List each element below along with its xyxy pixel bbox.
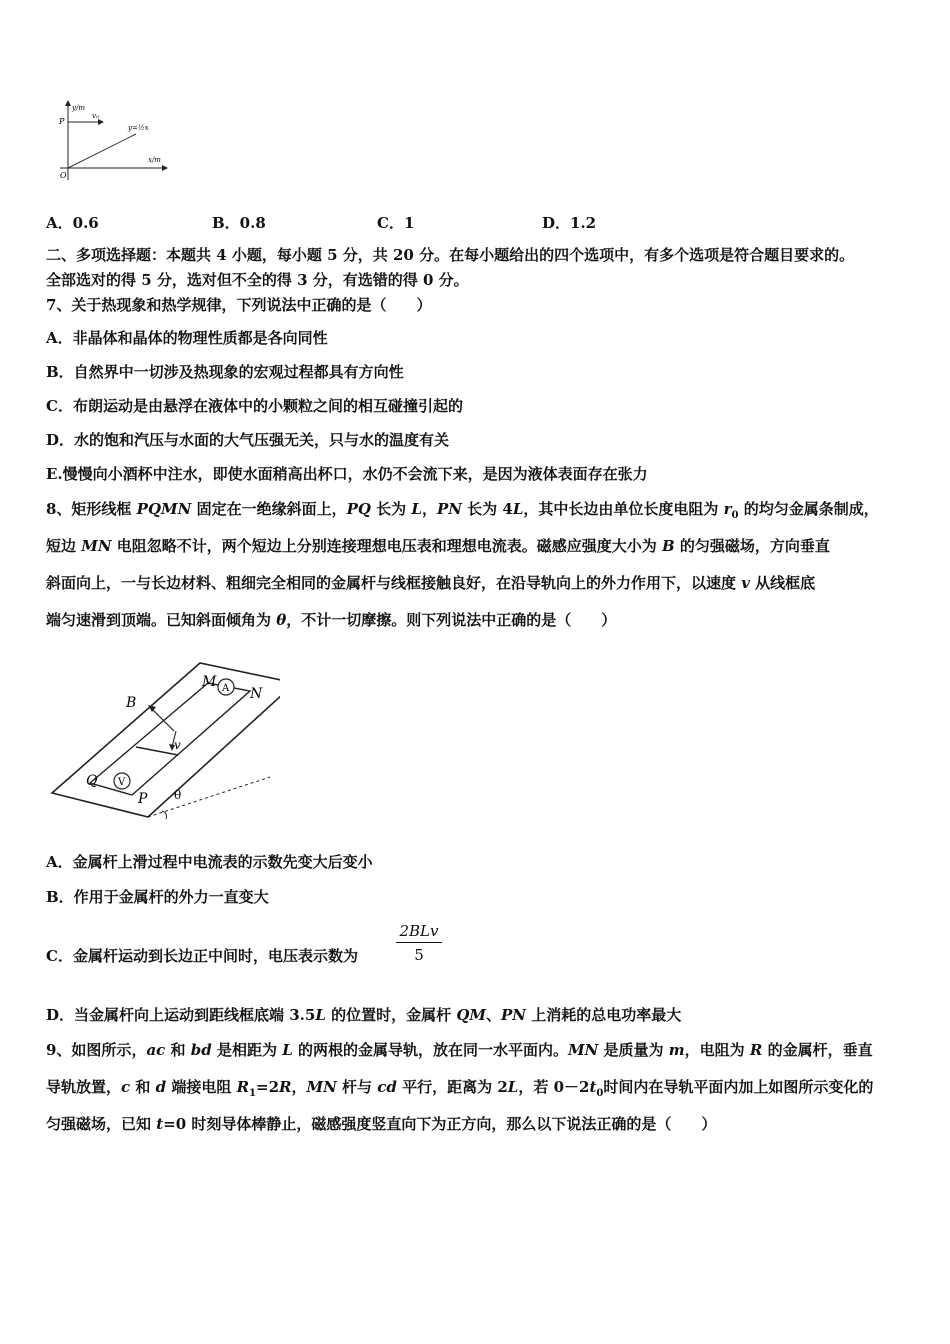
q7-option-b: B．自然界中一切涉及热现象的宏观过程都具有方向性 bbox=[46, 363, 404, 381]
inclined-frame-diagram bbox=[50, 655, 280, 820]
q7-option-c: C．布朗运动是由悬浮在液体中的小颗粒之间的相互碰撞引起的 bbox=[46, 397, 463, 415]
fraction-numerator: 2BLv bbox=[396, 922, 442, 943]
q8-stem-line3: 斜面向上，一与长边材料、粗细完全相同的金属杆与线框接触良好，在沿导轨向上的外力作用下，以速度 v 从线框底 bbox=[46, 574, 816, 592]
q9-stem-line2: 导轨放置，c 和 d 端接电阻 $R_1=2R$，MN 杆与 cd 平行，距离为 2L，若 $0-2t_0$时间内在导轨平面内加上如图所示变化的 bbox=[46, 1078, 874, 1099]
q8-option-b: B．作用于金属杆的外力一直变大 bbox=[46, 888, 269, 906]
velocity-label: v₀ bbox=[92, 112, 99, 120]
q7-option-a: A．非晶体和晶体的物理性质都是各向同性 bbox=[46, 329, 328, 347]
ammeter-icon: A bbox=[222, 683, 230, 694]
section2-line2: 全部选对的得 5 分，选对但不全的得 3 分，有选错的得 0 分。 bbox=[46, 271, 469, 289]
q8-option-a: A．金属杆上滑过程中电流表的示数先变大后变小 bbox=[46, 853, 373, 871]
label-p: P bbox=[138, 791, 148, 807]
q6-option-a: A．0.6 bbox=[46, 214, 99, 232]
q7-option-d: D．水的饱和汽压与水面的大气压强无关，只与水的温度有关 bbox=[46, 431, 450, 449]
point-p-label: P bbox=[59, 117, 65, 126]
label-theta: θ bbox=[174, 788, 182, 802]
curve-label: y=½x bbox=[128, 124, 149, 132]
label-q: Q bbox=[86, 773, 98, 789]
fraction-denominator: 5 bbox=[414, 946, 424, 964]
q8-stem-line4: 端匀速滑到顶端。已知斜面倾角为 θ，不计一切摩擦。则下列说法中正确的是（ ） bbox=[46, 611, 617, 629]
q8-stem-line2: 短边 MN 电阻忽略不计，两个短边上分别连接理想电压表和理想电流表。磁感应强度大小为 B 的匀强磁场，方向垂直 bbox=[46, 537, 830, 555]
q9-stem-line1: 9、如图所示，ac 和 bd 是相距为 L 的两根的金属导轨，放在同一水平面内。MN 是质量为 m，电阻为 R 的金属杆，垂直 bbox=[46, 1041, 873, 1059]
q6-option-d: D．1.2 bbox=[542, 214, 597, 232]
voltmeter-icon: V bbox=[118, 777, 126, 788]
q8-option-d: D．当金属杆向上运动到距线框底端 3.5L 的位置时，金属杆 QM、PN 上消耗的总电功率最大 bbox=[46, 1006, 682, 1024]
q6-option-c: C．1 bbox=[377, 214, 415, 232]
q7-option-e: E.慢慢向小酒杯中注水，即使水面稍高出杯口，水仍不会流下来，是因为液体表面存在张力 bbox=[46, 465, 648, 483]
section2-line1: 二、多项选择题：本题共 4 小题，每小题 5 分，共 20 分。在每小题给出的四个选项中，有多个选项是符合题目要求的。 bbox=[46, 246, 855, 264]
q8-option-c: C．金属杆运动到长边正中间时，电压表示数为 bbox=[46, 947, 358, 965]
y-axis-label: y/m bbox=[72, 104, 85, 112]
label-v: v bbox=[174, 738, 181, 752]
label-m: M bbox=[202, 674, 217, 690]
label-b: B bbox=[126, 695, 137, 711]
q8-stem-line1: 8、矩形线框 PQMN 固定在一绝缘斜面上，PQ 长为 L，PN 长为 4L，其中长边由单位长度电阻为 $r_0$ 的均匀金属条制成， bbox=[46, 500, 879, 521]
origin-label: O bbox=[60, 171, 67, 180]
q6-option-b: B．0.8 bbox=[212, 214, 266, 232]
q9-stem-line3: 匀强磁场，已知 t=0 时刻导体棒静止，磁感强度竖直向下为正方向，那么以下说法正确的是（ ） bbox=[46, 1115, 717, 1133]
x-axis-label: x/m bbox=[148, 156, 161, 164]
label-n: N bbox=[250, 686, 263, 702]
q7-stem: 7、关于热现象和热学规律，下列说法中正确的是（ ） bbox=[46, 296, 432, 314]
voltage-fraction bbox=[396, 922, 442, 964]
trajectory-graph bbox=[52, 98, 172, 188]
